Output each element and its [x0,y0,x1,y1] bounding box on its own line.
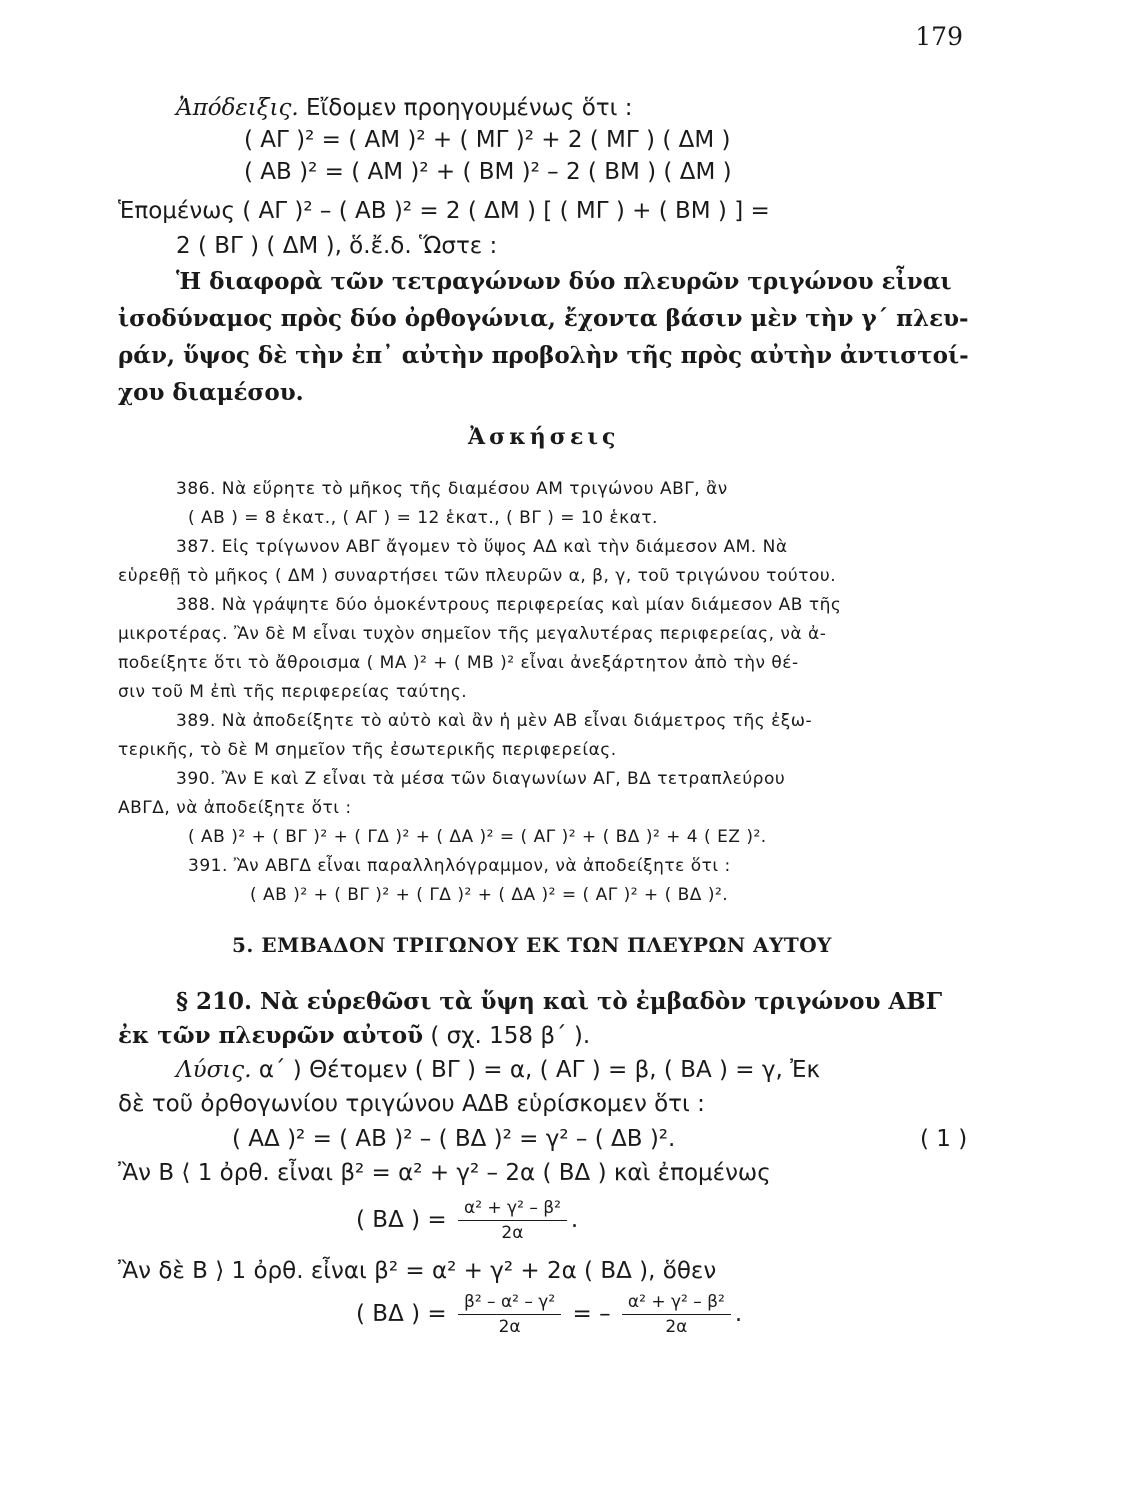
exercise-line: 390. Ἂν Ε καὶ Ζ εἶναι τὰ μέσα τῶν διαγωνίων ΑΓ, ΒΔ τετραπλεύρου [176,769,786,789]
equation-4: 2 ( ΒΓ ) ( ΔΜ ), ὅ.ἔ.δ. Ὥστε : [176,233,498,259]
fraction-1-numerator: α² + γ² – β² [458,1198,567,1221]
proof-intro: Εἴδομεν προηγουμένως ὅτι : [298,95,633,121]
exercise-line: 388. Νὰ γράψητε δύο ὁμοκέντρους περιφερείας καὶ μίαν διάμεσον ΑΒ τῆς [176,595,842,615]
fraction-2-numerator: β² – α² – γ² [458,1292,561,1315]
solution-line-1 [176,1057,820,1083]
fraction-3 [622,1292,731,1337]
solution-line-1-text: α΄ ) Θέτομεν ( ΒΓ ) = α, ( ΑΓ ) = β, ( ΒΑ ) = γ, Ἐκ [251,1057,821,1083]
paragraph-title-line-2 [118,1022,590,1049]
fraction-3-end: . [734,1301,743,1327]
solution-line-4: Ἂν Β ⟨ 1 ὀρθ. εἶναι β² = α² + γ² – 2α ( ΒΔ ) καὶ ἐπομένως [118,1160,771,1186]
solution-line-2: δὲ τοῦ ὀρθογωνίου τριγώνου ΑΔΒ εὑρίσκομεν ὅτι : [118,1091,705,1117]
proof-lead: Ἀπόδειξις. [176,95,299,121]
exercise-line: ΑΒΓΔ, νὰ ἀποδείξητε ὅτι : [118,798,352,818]
exercise-line: σιν τοῦ Μ ἐπὶ τῆς περιφερείας ταύτης. [118,682,468,702]
fraction-1-denominator: 2α [501,1223,524,1243]
exercise-line: ( ΑΒ )² + ( ΒΓ )² + ( ΓΔ )² + ( ΔΑ )² = ( ΑΓ )² + ( ΒΔ )². [250,885,729,905]
equation-2: ( ΑΒ )² = ( ΑΜ )² + ( ΒΜ )² – 2 ( ΒΜ ) ( ΔΜ ) [244,159,732,185]
exercise-line: εὑρεθῇ τὸ μῆκος ( ΔΜ ) συναρτήσει τῶν πλευρῶν α, β, γ, τοῦ τριγώνου τούτου. [118,566,837,586]
proof-intro-line [176,95,633,121]
fraction-1-end: . [570,1207,579,1233]
exercises-heading: Ἀσκήσεις [468,424,620,450]
fraction-2-mid: = – [572,1301,611,1327]
solution-equation-1: ( ΑΔ )² = ( ΑΒ )² – ( ΒΔ )² = γ² – ( ΔΒ )². [232,1126,676,1152]
paragraph-title: § 210. Νὰ εὑρεθῶσι τὰ ὕψη καὶ τὸ ἐμβαδὸν τριγώνου ΑΒΓ [176,988,943,1015]
theorem-line-3: ράν, ὕψος δὲ τὴν ἐπ᾽ αὐτὴν προβολὴν τῆς πρὸς αὐτὴν ἀντιστοί- [118,342,969,369]
equation-1: ( ΑΓ )² = ( ΑΜ )² + ( ΜΓ )² + 2 ( ΜΓ ) ( ΔΜ ) [244,127,731,153]
fraction-1-lhs: ( ΒΔ ) = [356,1207,447,1233]
exercise-line: μικροτέρας. Ἂν δὲ Μ εἶναι τυχὸν σημεῖον τῆς μεγαλυτέρας περιφερείας, νὰ ἀ- [118,624,827,644]
fraction-3-denominator: 2α [665,1317,688,1337]
exercise-line: τερικῆς, τὸ δὲ Μ σημεῖον τῆς ἐσωτερικῆς περιφερείας. [118,740,617,760]
exercise-line: 386. Νὰ εὕρητε τὸ μῆκος τῆς διαμέσου ΑΜ τριγώνου ΑΒΓ, ἂν [176,479,728,499]
solution-line-6: Ἂν δὲ Β ⟩ 1 ὀρθ. εἶναι β² = α² + γ² + 2α ( ΒΔ ), ὅθεν [118,1258,717,1284]
paragraph-title-bold: ἐκ τῶν πλευρῶν αὐτοῦ [118,1022,424,1049]
solution-lead: Λύσις. [176,1057,252,1083]
equation-tag: ( 1 ) [920,1126,968,1152]
fraction-2 [458,1292,561,1337]
section-heading: 5. ΕΜΒΑΔΟΝ ΤΡΙΓΩΝΟΥ ΕΚ ΤΩΝ ΠΛΕΥΡΩΝ ΑΥΤΟΥ [232,933,832,957]
fraction-3-numerator: α² + γ² – β² [622,1292,731,1315]
fraction-equation-2 [356,1292,742,1337]
exercise-line: 387. Εἰς τρίγωνον ΑΒΓ ἄγομεν τὸ ὕψος ΑΔ καὶ τὴν διάμεσον ΑΜ. Νὰ [176,537,788,557]
theorem-line-2: ἰσοδύναμος πρὸς δύο ὀρθογώνια, ἔχοντα βάσιν μὲν τὴν γ΄ πλευ- [118,305,969,332]
exercise-line: ποδείξητε ὅτι τὸ ἄθροισμα ( ΜΑ )² + ( ΜΒ )² εἶναι ἀνεξάρτητον ἀπὸ τὴν θέ- [118,653,799,673]
paragraph-figure-ref: ( σχ. 158 β΄ ). [423,1023,591,1049]
fraction-equation-1 [356,1198,578,1243]
exercise-line: 389. Νὰ ἀποδείξητε τὸ αὐτὸ καὶ ἂν ἡ μὲν ΑΒ εἶναι διάμετρος τῆς ἐξω- [176,711,813,731]
theorem-line-1: Ἡ διαφορὰ τῶν τετραγώνων δύο πλευρῶν τριγώνου εἶναι [176,268,952,295]
fraction-2-denominator: 2α [498,1317,521,1337]
fraction-1 [458,1198,567,1243]
exercise-line: ( ΑΒ ) = 8 ἑκατ., ( ΑΓ ) = 12 ἑκατ., ( ΒΓ ) = 10 ἑκατ. [188,508,658,528]
exercise-line: 391. Ἂν ΑΒΓΔ εἶναι παραλληλόγραμμον, νὰ ἀποδείξητε ὅτι : [188,856,731,876]
page-number: 179 [915,22,963,51]
exercise-line: ( ΑΒ )² + ( ΒΓ )² + ( ΓΔ )² + ( ΔΑ )² = ( ΑΓ )² + ( ΒΔ )² + 4 ( ΕΖ )². [188,827,767,847]
equation-3: Ἑπομένως ( ΑΓ )² – ( ΑΒ )² = 2 ( ΔΜ ) [ ( ΜΓ ) + ( ΒΜ ) ] = [118,198,770,224]
theorem-line-4: χου διαμέσου. [118,379,304,406]
fraction-2-lhs: ( ΒΔ ) = [356,1301,447,1327]
